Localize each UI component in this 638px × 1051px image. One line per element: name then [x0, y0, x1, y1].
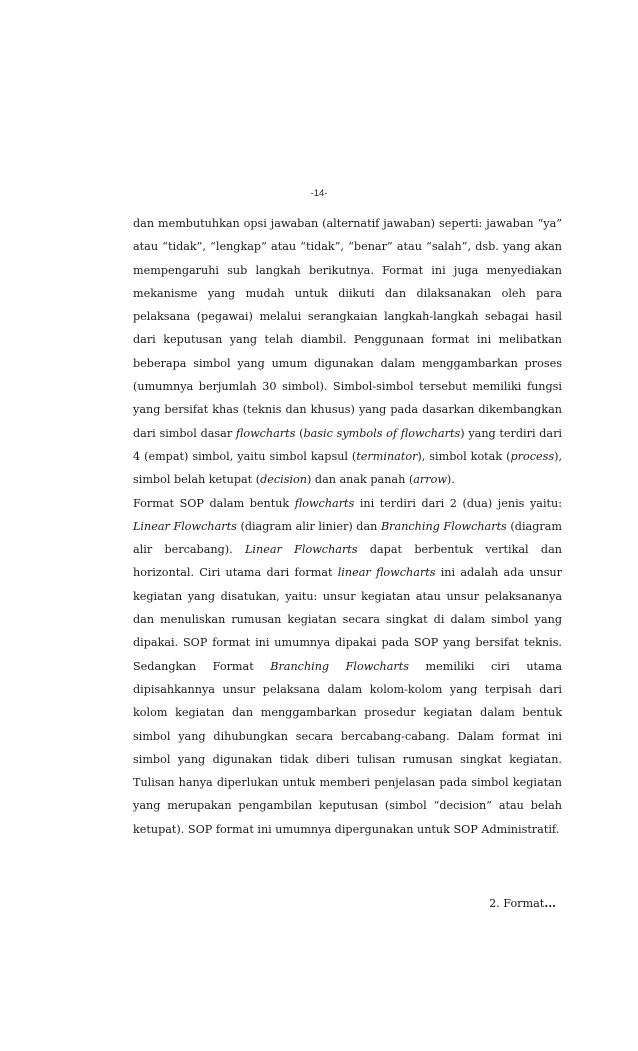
italic-term: Branching Flowcharts: [270, 659, 410, 673]
text-run: memiliki ciri utama dipisahkannya unsur pelaksana dalam kolom-kolom yang terpisah dari kolom kegiatan dan menggambarkan prosedur kegiatan dalam bentuk simbol yang dihubungkan secara bercabang-cabang. Dalam format ini simbol yang digunakan tidak diberi tulisan rumusan singkat kegiatan. Tulisan hanya diperlukan untuk memberi penjelasan pada simbol kegiatan yang merupakan pengambilan keputusan (simbol “decision” atau belah ketupat). SOP format ini umumnya dipergunakan untuk SOP Administratif.: [133, 659, 562, 836]
italic-term: Linear Flowcharts: [133, 519, 237, 533]
italic-term: arrow: [413, 473, 447, 487]
text-run: dan membutuhkan opsi jawaban (alternatif jawaban) seperti: jawaban “ya” atau “tidak”, “lengkap” atau “tidak”, “benar” atau “salah”, dsb. yang akan mempengaruhi sub langkah berikutnya. Format ini juga menyediakan mekanisme yang mudah untuk diikuti dan dilaksanakan oleh para pelaksana (pegawai) melalui serangkaian langkah-langkah sebagai hasil dari keputusan yang telah diambil. Penggunaan format ini melibatkan beberapa simbol yang umum digunakan dalam menggambarkan proses (umumnya berjumlah 30 simbol). Simbol-simbol tersebut memiliki fungsi yang bersifat khas (teknis dan khusus) yang pada dasarkan dikembangkan dari simbol dasar: [133, 217, 562, 440]
text-run: (diagram alir bercabang).: [133, 519, 562, 557]
body-text: [133, 212, 562, 841]
text-run: ), simbol kotak (: [417, 449, 511, 463]
italic-term: linear flowcharts: [337, 566, 436, 580]
text-run: dapat berbentuk vertikal dan horizontal. Ciri utama dari format: [133, 543, 562, 580]
continuation-text: 2. Format: [489, 897, 545, 910]
paragraph-1: [133, 212, 562, 492]
italic-term: process: [510, 449, 555, 463]
continuation-note: [489, 896, 556, 910]
text-run: ).: [446, 473, 455, 487]
text-run: (: [295, 426, 304, 440]
text-run: ini adalah ada unsur kegiatan yang disatukan, yaitu: unsur kegiatan atau unsur pelaksananya dan menuliskan rumusan kegiatan secara singkat di dalam simbol yang dipakai. SOP format ini umumnya dipakai pada SOP yang bersifat teknis. Sedangkan Format: [133, 566, 562, 673]
text-run: Format SOP dalam bentuk: [133, 496, 295, 510]
italic-term: basic symbols of flowcharts: [303, 426, 461, 440]
continuation-ellipsis: ...: [544, 896, 556, 910]
italic-term: decision: [260, 473, 307, 487]
italic-term: terminator: [356, 449, 418, 463]
text-run: ) yang terdiri dari 4 (empat) simbol, yaitu simbol kapsul (: [133, 426, 562, 463]
paragraph-2: [133, 492, 562, 841]
page-number: -14-: [310, 188, 328, 199]
text-run: ) dan anak panah (: [307, 473, 414, 487]
text-run: ini terdiri dari 2 (dua) jenis yaitu:: [354, 496, 562, 510]
text-run: (diagram alir linier) dan: [236, 519, 381, 533]
italic-term: flowcharts: [294, 496, 355, 510]
text-run: ), simbol belah ketupat (: [133, 449, 562, 487]
italic-term: flowcharts: [235, 426, 296, 440]
italic-term: Linear Flowcharts: [244, 543, 358, 557]
italic-term: Branching Flowcharts: [380, 519, 507, 533]
